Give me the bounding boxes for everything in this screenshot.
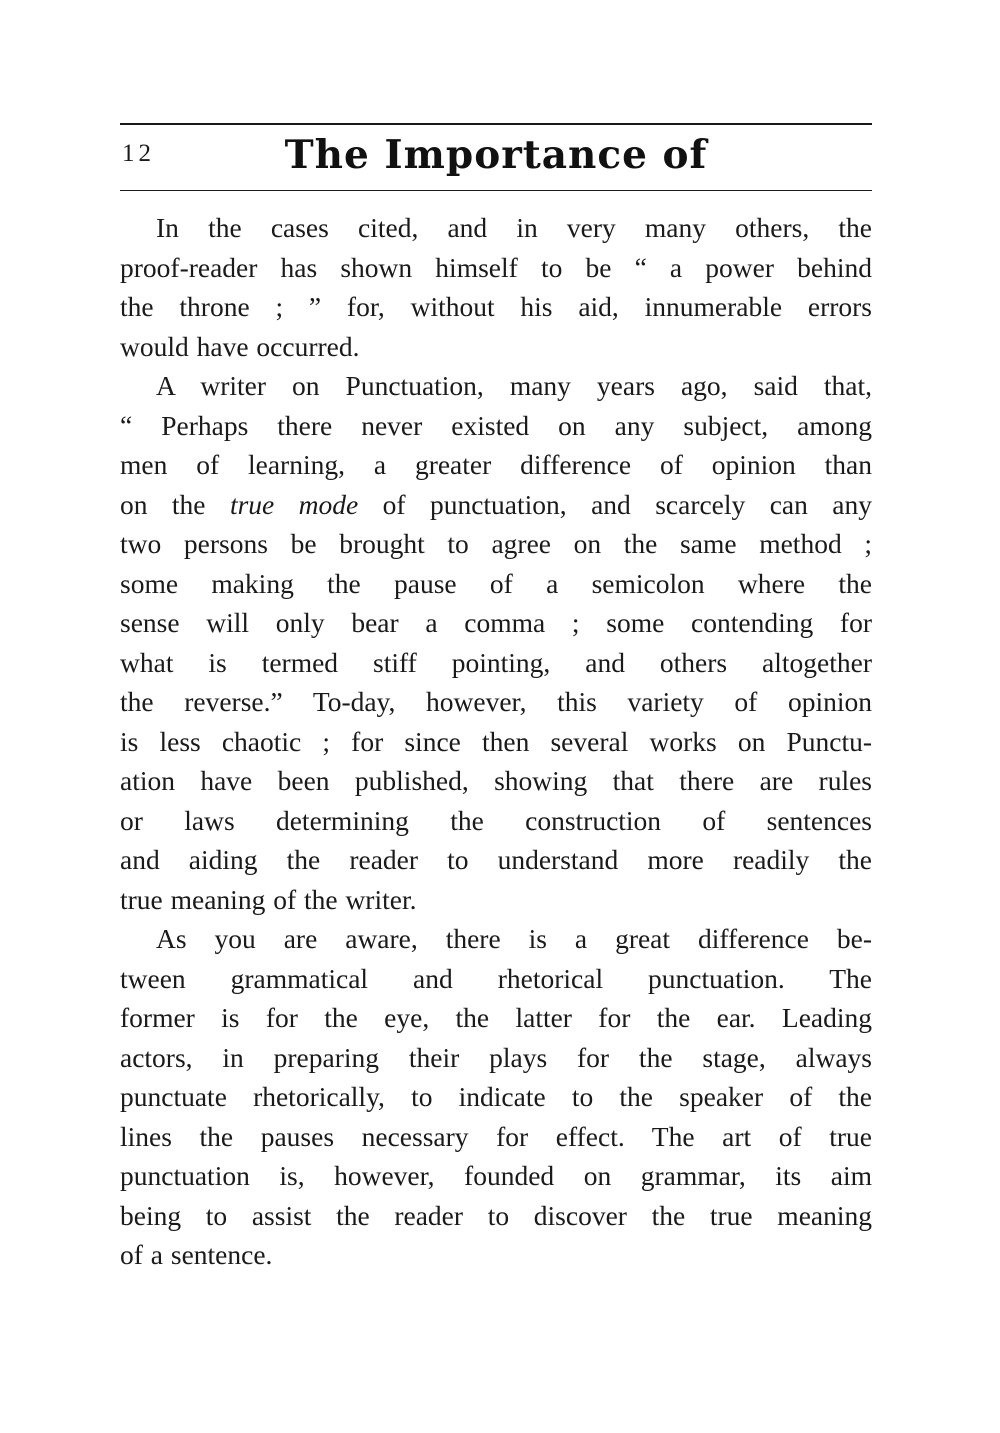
- text-line: lines the pauses necessary for effect. The art of true: [120, 1120, 872, 1152]
- text-line: or laws determining the construction of sentences: [120, 804, 872, 836]
- paragraph-1: [120, 208, 872, 366]
- text-line: “ Perhaps there never existed on any subject, among: [120, 409, 872, 441]
- text-line: some making the pause of a semicolon where the: [120, 567, 872, 599]
- text-line: tween grammatical and rhetorical punctuation. The: [120, 962, 872, 994]
- text-line: and aiding the reader to understand more readily the: [120, 844, 872, 875]
- text-line: In the cases cited, and in very many others, the: [156, 212, 872, 243]
- text-line: former is for the eye, the latter for the ear. Leading: [120, 1002, 872, 1033]
- text-line: what is termed stiff pointing, and others altogether: [120, 646, 872, 678]
- text-line: punctuation is, however, founded on grammar, its aim: [120, 1160, 872, 1191]
- text-line: is less chaotic ; for since then several works on Punctu-: [120, 725, 872, 757]
- text-line: proof-reader has shown himself to be “ a power behind: [120, 251, 872, 283]
- text-run: of punctuation, and scarcely can any: [358, 488, 872, 520]
- text-line: two persons be brought to agree on the same method ;: [120, 528, 872, 559]
- text-run: on the: [120, 488, 230, 520]
- text-line: ation have been published, showing that there are rules: [120, 765, 872, 796]
- book-page: [120, 0, 872, 1433]
- header-bottom-rule: [120, 190, 872, 191]
- header-top-rule: [120, 123, 872, 125]
- text-line: As you are aware, there is a great difference be-: [156, 923, 872, 954]
- italic-phrase: true mode: [229, 488, 359, 520]
- body-text: [120, 208, 872, 1275]
- text-line: true meaning of the writer.: [120, 883, 417, 915]
- page-number: 12: [122, 140, 155, 167]
- text-line: the reverse.” To-day, however, this variety of opinion: [120, 686, 872, 717]
- text-line: men of learning, a greater difference of opinion than: [120, 449, 872, 480]
- text-line: A writer on Punctuation, many years ago, said that,: [156, 370, 872, 401]
- text-line-with-italic: [120, 485, 872, 525]
- text-line: of a sentence.: [120, 1239, 273, 1270]
- text-line: actors, in preparing their plays for the stage, always: [120, 1041, 872, 1073]
- text-line: punctuate rhetorically, to indicate to the speaker of the: [120, 1081, 872, 1112]
- text-line: the throne ; ” for, without his aid, innumerable errors: [120, 291, 872, 322]
- text-line: being to assist the reader to discover the true meaning: [120, 1199, 872, 1231]
- paragraph-3: [120, 919, 872, 1275]
- text-line: sense will only bear a comma ; some contending for: [120, 607, 872, 638]
- running-title: The Importance of: [284, 132, 708, 178]
- paragraph-2: [120, 366, 872, 919]
- text-line: would have occurred.: [120, 330, 360, 362]
